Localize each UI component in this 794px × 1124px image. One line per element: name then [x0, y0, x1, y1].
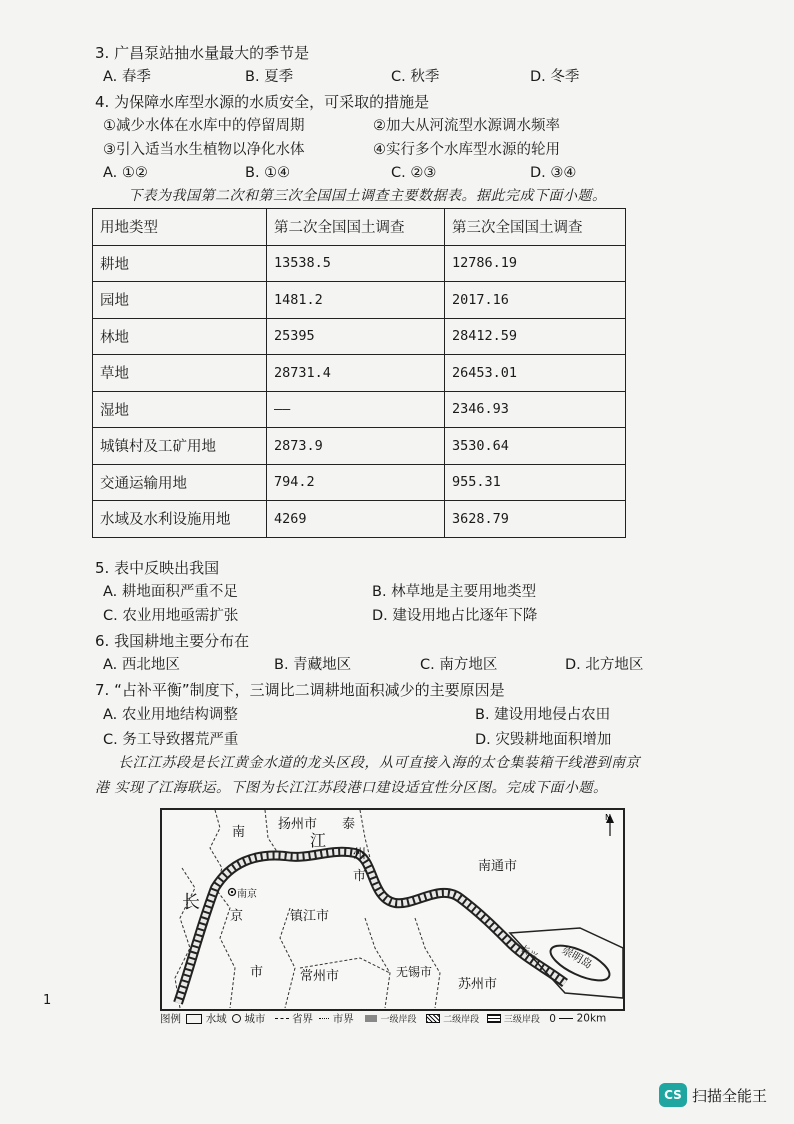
- label-nanjing-city: 南京: [237, 889, 257, 900]
- label-taizhou-tai: 泰: [342, 817, 356, 832]
- cell-type: 草地: [93, 355, 267, 392]
- q3-option-d: D. 冬季: [530, 69, 580, 85]
- cell-type: 园地: [93, 282, 267, 319]
- q4-item-3: ③引入适当水生植物以净化水体: [103, 142, 305, 158]
- cell-type: 耕地: [93, 245, 267, 282]
- legend-city: 城市: [244, 1013, 266, 1025]
- q6-stem: 6. 我国耕地主要分布在: [95, 632, 250, 650]
- q6-option-c: C. 南方地区: [420, 657, 498, 673]
- legend-grade3: 三级岸段: [503, 1015, 540, 1025]
- q4-option-c: C. ②③: [391, 165, 437, 181]
- scale-bar-icon: [559, 1018, 573, 1019]
- table-row: [93, 464, 626, 501]
- q4-option-d: D. ③④: [530, 165, 577, 181]
- q4-item-2: ②加大从河流型水源调水频率: [373, 118, 560, 134]
- city-marker-icon: [232, 1014, 241, 1023]
- q7-option-b: B. 建设用地侵占农田: [475, 707, 611, 723]
- q7-stem: 7. “占补平衡”制度下，三调比二调耕地面积减少的主要原因是: [95, 681, 505, 699]
- q6-option-a: A. 西北地区: [103, 657, 180, 673]
- cell-third: 955.31: [445, 464, 626, 501]
- label-nantong: 南通市: [478, 859, 518, 874]
- q3-stem: 3. 广昌泵站抽水量最大的季节是: [95, 44, 310, 62]
- province-line-icon: [275, 1018, 289, 1019]
- legend-province: 省界: [292, 1013, 314, 1025]
- cell-third: 3628.79: [445, 501, 626, 538]
- q6-option-d: D. 北方地区: [565, 657, 644, 673]
- header-third-survey: 第三次全国国土调查: [445, 209, 626, 246]
- scanner-badge-text: 扫描全能王: [692, 1086, 768, 1105]
- cell-second: 1481.2: [267, 282, 445, 319]
- q6-option-b: B. 青藏地区: [274, 657, 352, 673]
- label-taizhou-shi: 市: [353, 869, 367, 884]
- label-yangzhou: 扬州市: [278, 817, 318, 832]
- cell-type: 交通运输用地: [93, 464, 267, 501]
- cell-third: 12786.19: [445, 245, 626, 282]
- cell-third: 2017.16: [445, 282, 626, 319]
- legend-grade2: 二级岸段: [443, 1015, 480, 1025]
- table-row: [93, 355, 626, 392]
- label-changxing: 长兴: [518, 943, 539, 963]
- legend-title: 图例: [160, 1013, 181, 1025]
- label-wuxi: 无锡市: [396, 965, 433, 979]
- city-line-icon: [319, 1018, 329, 1019]
- q4-option-b: B. ①④: [245, 165, 291, 181]
- q5-option-c: C. 农业用地亟需扩张: [103, 608, 239, 624]
- scale-label: 20km: [576, 1012, 607, 1025]
- q7-option-d: D. 灾毁耕地面积增加: [475, 732, 612, 748]
- cell-type: 林地: [93, 318, 267, 355]
- label-changzhou: 常州市: [300, 969, 340, 984]
- cell-type: 城镇村及工矿用地: [93, 428, 267, 465]
- nanjing-city-dot: [231, 891, 233, 893]
- table-row: [93, 391, 626, 428]
- page-number: 1: [43, 993, 52, 1008]
- q4-stem: 4. 为保障水库型水源的水质安全，可采取的措施是: [95, 93, 430, 111]
- table-header-row: [93, 209, 626, 246]
- table-row: [93, 282, 626, 319]
- cell-second: 13538.5: [267, 245, 445, 282]
- cell-third: 2346.93: [445, 391, 626, 428]
- q3-option-a: A. 春季: [103, 69, 151, 85]
- q7-option-c: C. 务工导致撂荒严重: [103, 732, 239, 748]
- legend-water: 水域: [205, 1013, 227, 1025]
- header-second-survey: 第二次全国国土调查: [267, 209, 445, 246]
- scanner-badge: [659, 1080, 767, 1110]
- label-nan: 南: [232, 825, 246, 840]
- label-jing: 京: [230, 909, 244, 924]
- yangtze-port-map: [160, 808, 625, 1011]
- map-legend: [160, 1011, 630, 1029]
- north-label: N: [605, 813, 611, 822]
- grade3-swatch-icon: [487, 1014, 501, 1023]
- q5-option-a: A. 耕地面积严重不足: [103, 584, 238, 600]
- legend-citybound: 市界: [332, 1013, 354, 1025]
- label-zhenjiang: 镇江市: [290, 909, 330, 924]
- header-land-type: 用地类型: [93, 209, 267, 246]
- cs-logo-icon: CS: [659, 1083, 687, 1107]
- table-row: [93, 318, 626, 355]
- cell-second: 4269: [267, 501, 445, 538]
- q4-item-4: ④实行多个水库型水源的轮用: [373, 142, 560, 158]
- label-suzhou: 苏州市: [458, 977, 498, 992]
- label-chang-river: 长: [182, 892, 200, 913]
- scale-zero: 0: [549, 1012, 556, 1025]
- q5-option-d: D. 建设用地占比逐年下降: [372, 608, 538, 624]
- q3-option-c: C. 秋季: [391, 69, 440, 85]
- land-survey-table: [92, 208, 626, 538]
- label-taizhou-zhou: 州: [353, 847, 367, 862]
- cell-type: 湿地: [93, 391, 267, 428]
- q4-item-1: ①减少水体在水库中的停留周期: [103, 118, 305, 134]
- map-intro-line2: 港 实现了江海联运。下图为长江江苏段港口建设适宜性分区图。完成下面小题。: [95, 780, 608, 796]
- water-swatch-icon: [186, 1014, 202, 1024]
- cell-second: 794.2: [267, 464, 445, 501]
- q7-option-a: A. 农业用地结构调整: [103, 707, 238, 723]
- table-row: [93, 245, 626, 282]
- cell-second: 2873.9: [267, 428, 445, 465]
- cell-second: ——: [267, 391, 445, 428]
- grade1-swatch-icon: [365, 1015, 377, 1022]
- grade2-swatch-icon: [426, 1014, 440, 1023]
- cell-second: 25395: [267, 318, 445, 355]
- cell-second: 28731.4: [267, 355, 445, 392]
- table-row: [93, 501, 626, 538]
- cell-type: 水域及水利设施用地: [93, 501, 267, 538]
- label-jiang: 江: [310, 831, 327, 850]
- q3-option-b: B. 夏季: [245, 69, 294, 85]
- table-intro: 下表为我国第二次和第三次全国国土调查主要数据表。据此完成下面小题。: [128, 188, 607, 204]
- q4-option-a: A. ①②: [103, 165, 148, 181]
- cell-third: 26453.01: [445, 355, 626, 392]
- q5-stem: 5. 表中反映出我国: [95, 559, 220, 577]
- map-intro-line1: 长江江苏段是长江黄金水道的龙头区段，从可直接入海的太仓集装箱干线港到南京: [118, 755, 640, 771]
- q5-option-b: B. 林草地是主要用地类型: [372, 584, 537, 600]
- cell-third: 28412.59: [445, 318, 626, 355]
- legend-grade1: 一级岸段: [380, 1015, 417, 1025]
- label-shi-left: 市: [250, 965, 264, 980]
- label-chongming: 崇明岛: [559, 943, 595, 972]
- table-row: [93, 428, 626, 465]
- cell-third: 3530.64: [445, 428, 626, 465]
